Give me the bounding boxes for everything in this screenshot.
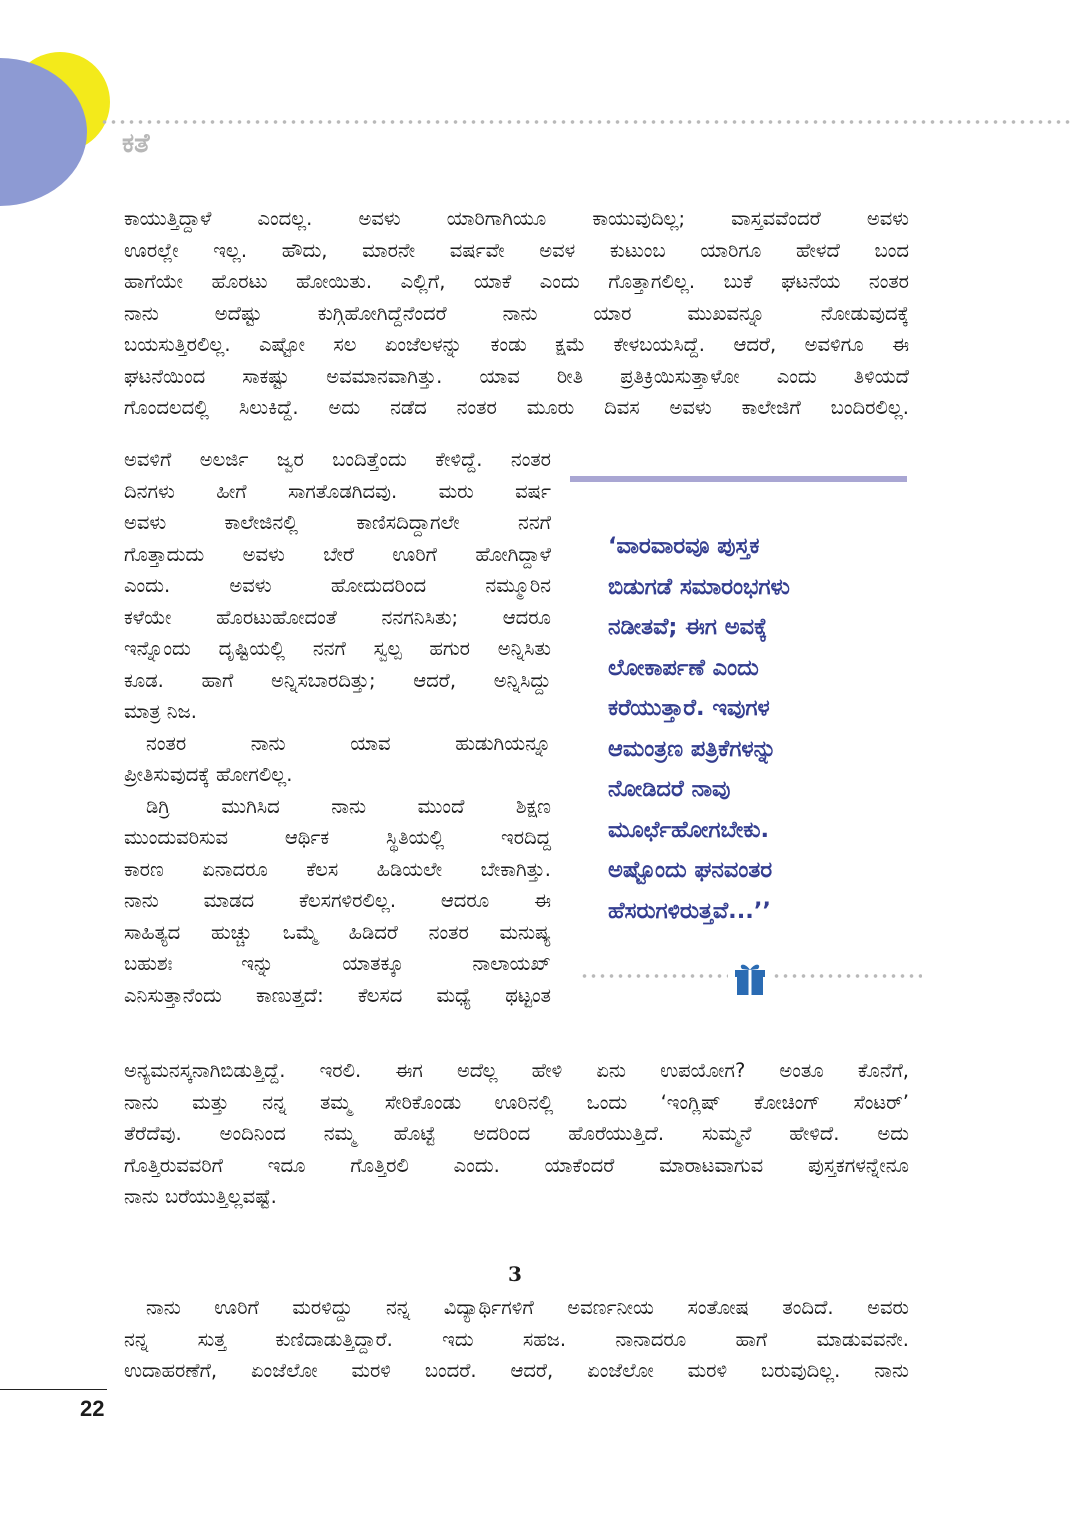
text-line: ಕಳೆಯೇ ಹೊರಟುಹೋದಂತೆ ನನಗನಿಸಿತು; ಆದರೂ <box>124 605 551 629</box>
text-line: ಇನ್ನೊಂದು ದೃಷ್ಟಿಯಲ್ಲಿ ನನಗೆ ಸ್ವಲ್ಪ ಹಗುರ ಅನ್ನಿಸಿತು <box>124 637 551 660</box>
pull-quote <box>608 526 790 931</box>
page-number: 22 <box>80 1396 105 1421</box>
text-line: ಮುಂದುವರಿಸುವ ಆರ್ಥಿಕ ಸ್ಥಿತಿಯಲ್ಲಿ ಇರದಿದ್ದ <box>124 826 551 849</box>
quote-dotted-rule-right <box>772 973 922 979</box>
text-line: ಕಾರಣ ಏನಾದರೂ ಕೆಲಸ ಹಿಡಿಯಲೇ ಬೇಕಾಗಿತ್ತು. <box>124 857 551 881</box>
bottom-paragraph <box>124 1055 909 1213</box>
text-line: ಕಾಯುತ್ತಿದ್ದಾಳೆ ಎಂದಲ್ಲ. ಅವಳು ಯಾರಿಗಾಗಿಯೂ ಕಾಯುವುದಿಲ್ಲ; ವಾಸ್ತವವೆಂದರೆ ಅವಳು <box>124 207 909 230</box>
text-line: ತೆರೆದೆವು. ಅಂದಿನಿಂದ ನಮ್ಮ ಹೊಟ್ಟೆ ಅದರಿಂದ ಹೊರೆಯುತ್ತಿದೆ. ಸುಮ್ಮನೆ ಹೇಳಿದೆ. ಅದು <box>124 1122 909 1145</box>
text-line: ನಾನು ಅದೆಷ್ಟು ಕುಗ್ಗಿಹೋಗಿದ್ದೆನೆಂದರೆ ನಾನು ಯಾರ ಮುಖವನ್ನೂ ನೋಡುವುದಕ್ಕೆ <box>124 301 909 325</box>
footer-rule <box>0 1389 107 1390</box>
quote-line: ಅಷ್ಟೊಂದು ಘನವಂತರ <box>608 857 773 883</box>
left-column <box>124 444 551 1011</box>
text-line: ಪ್ರೀತಿಸುವುದಕ್ಕೆ ಹೋಗಲಿಲ್ಲ. <box>124 763 293 786</box>
text-line: ಗೊತ್ತಾದುದು ಅವಳು ಬೇರೆ ಊರಿಗೆ ಹೋಗಿದ್ದಾಳೆ <box>124 542 551 566</box>
text-line: ನಾನು ಮಾಡದ ಕೆಲಸಗಳಿರಲಿಲ್ಲ. ಆದರೂ ಈ <box>124 889 551 912</box>
text-line: ಘಟನೆಯಿಂದ ಸಾಕಷ್ಟು ಅವಮಾನವಾಗಿತ್ತು. ಯಾವ ರೀತಿ ಪ್ರತಿಕ್ರಿಯಿಸುತ್ತಾಳೋ ಎಂದು ತಿಳಿಯದೆ <box>124 364 909 388</box>
header-dotted-rule <box>100 119 1072 125</box>
text-line: ನನ್ನ ಸುತ್ತ ಕುಣಿದಾಡುತ್ತಿದ್ದಾರೆ. ಇದು ಸಹಜ. ನಾನಾದರೂ ಹಾಗೆ ಮಾಡುವವನೇ. <box>124 1327 909 1351</box>
text-line: ಗೊಂದಲದಲ್ಲಿ ಸಿಲುಕಿದ್ದೆ. ಅದು ನಡೆದ ನಂತರ ಮೂರು ದಿವಸ ಅವಳು ಕಾಲೇಜಿಗೆ ಬಂದಿರಲಿಲ್ಲ. <box>124 396 909 419</box>
quote-line: ನೋಡಿದರೆ ನಾವು <box>608 776 731 802</box>
text-line: ಡಿಗ್ರಿ ಮುಗಿಸಿದ ನಾನು ಮುಂದೆ ಶಿಕ್ಷಣ <box>146 794 551 818</box>
text-line: ಮಾತ್ರ ನಿಜ. <box>124 700 197 723</box>
text-line: ಬಯಸುತ್ತಿರಲಿಲ್ಲ. ಎಷ್ಟೋ ಸಲ ಏಂಜೆಲಳನ್ನು ಕಂಡು ಕ್ಷಮೆ ಕೇಳಬಯಸಿದ್ದೆ. ಆದರೆ, ಅವಳಿಗೂ ಈ <box>124 333 909 356</box>
text-line: ಎನಿಸುತ್ತಾನೆಂದು ಕಾಣುತ್ತದೆ: ಕೆಲಸದ ಮಧ್ಯೆ ಥಟ್ಟಂತ <box>124 983 551 1007</box>
text-line: ಸಾಹಿತ್ಯದ ಹುಚ್ಚು ಒಮ್ಮೆ ಹಿಡಿದರೆ ನಂತರ ಮನುಷ್ಯ <box>124 920 551 944</box>
text-line: ಉದಾಹರಣೆಗೆ, ಏಂಜೆಲೋ ಮರಳಿ ಬಂದರೆ. ಆದರೆ, ಏಂಜೆಲೋ ಮರಳಿ ಬರುವುದಿಲ್ಲ. ನಾನು <box>124 1359 909 1382</box>
section-3-paragraph <box>124 1292 909 1387</box>
quote-line: ಬಿಡುಗಡೆ ಸಮಾರಂಭಗಳು <box>608 573 790 600</box>
quote-dotted-rule-left <box>580 973 728 979</box>
top-paragraph <box>124 203 909 424</box>
text-line: ದಿನಗಳು ಹೀಗೆ ಸಾಗತೊಡಗಿದವು. ಮರು ವರ್ಷ <box>124 479 551 503</box>
text-line: ಕೂಡ. ಹಾಗೆ ಅನ್ನಿಸಬಾರದಿತ್ತು; ಆದರೆ, ಅನ್ನಿಸಿದ್ದು <box>124 668 551 692</box>
quote-line: ಕರೆಯುತ್ತಾರೆ. ಇವುಗಳ <box>608 695 770 721</box>
text-line: ಬಹುಶಃ ಇನ್ನು ಯಾತಕ್ಕೂ ನಾಲಾಯಖ್ <box>124 952 551 975</box>
text-line: ಅನ್ಯಮನಸ್ಕನಾಗಿಬಿಡುತ್ತಿದ್ದೆ. ಇರಲಿ. ಈಗ ಅದೆಲ್ಲ ಹೇಳಿ ಏನು ಉಪಯೋಗ? ಅಂತೂ ಕೊನೆಗೆ, <box>124 1059 909 1082</box>
quote-line: ನಡೀತವೆ; ಈಗ ಅವಕ್ಕೆ <box>608 614 768 640</box>
text-line: ನಾನು ಬರೆಯುತ್ತಿಲ್ಲವಷ್ಟೆ. <box>124 1185 277 1208</box>
quote-line: ‘ವಾರವಾರವೂ ಪುಸ್ತಕ <box>608 533 760 559</box>
text-line: ಹಾಗೆಯೇ ಹೊರಟು ಹೋಯಿತು. ಎಲ್ಲಿಗೆ, ಯಾಕೆ ಎಂದು ಗೊತ್ತಾಗಲಿಲ್ಲ. ಬುಕೆ ಘಟನೆಯ ನಂತರ <box>124 270 909 293</box>
text-line: ಊರಲ್ಲೇ ಇಲ್ಲ. ಹೌದು, ಮಾರನೇ ವರ್ಷವೇ ಅವಳ ಕುಟುಂಬ ಯಾರಿಗೂ ಹೇಳದೆ ಬಂದ <box>124 238 909 262</box>
section-number: 3 <box>508 1262 522 1286</box>
text-line: ನಾನು ಮತ್ತು ನನ್ನ ತಮ್ಮ ಸೇರಿಕೊಂಡು ಊರಿನಲ್ಲಿ ಒಂದು ‘ಇಂಗ್ಲಿಷ್ ಕೋಚಿಂಗ್ ಸೆಂಟರ್’ <box>124 1090 909 1114</box>
quote-line: ಹೆಸರುಗಳಿರುತ್ತವೆ...’’ <box>608 897 771 924</box>
quote-line: ಮೂರ್ಛೆಹೋಗಬೇಕು. <box>608 816 770 843</box>
text-line: ಅವಳು ಕಾಲೇಜಿನಲ್ಲಿ ಕಾಣಿಸದಿದ್ದಾಗಲೇ ನನಗೆ <box>124 511 551 534</box>
text-line: ಅವಳಿಗೆ ಅಲರ್ಜಿ ಜ್ವರ ಬಂದಿತ್ತೆಂದು ಕೇಳಿದ್ದೆ. ನಂತರ <box>124 448 551 471</box>
text-line: ಗೊತ್ತಿರುವವರಿಗೆ ಇದೂ ಗೊತ್ತಿರಲಿ ಎಂದು. ಯಾಕೆಂದರೆ ಮಾರಾಟವಾಗುವ ಪುಸ್ತಕಗಳನ್ನೇನೂ <box>124 1153 909 1177</box>
gift-icon <box>734 961 766 995</box>
text-line: ನಂತರ ನಾನು ಯಾವ ಹುಡುಗಿಯನ್ನೂ <box>146 731 551 755</box>
pull-quote-rule <box>570 476 907 482</box>
text-line: ನಾನು ಊರಿಗೆ ಮರಳಿದ್ದು ನನ್ನ ವಿದ್ಯಾರ್ಥಿಗಳಿಗೆ ಅವರ್ಣನೀಯ ಸಂತೋಷ ತಂದಿದೆ. ಅವರು <box>146 1296 909 1319</box>
quote-line: ಆಮಂತ್ರಣ ಪತ್ರಿಕೆಗಳನ್ನು <box>608 735 777 762</box>
section-label: ಕತೆ <box>122 128 150 159</box>
quote-line: ಲೋಕಾರ್ಪಣೆ ಎಂದು <box>608 654 759 681</box>
text-line: ಎಂದು. ಅವಳು ಹೋದುದರಿಂದ ನಮ್ಮೂರಿನ <box>124 574 551 597</box>
